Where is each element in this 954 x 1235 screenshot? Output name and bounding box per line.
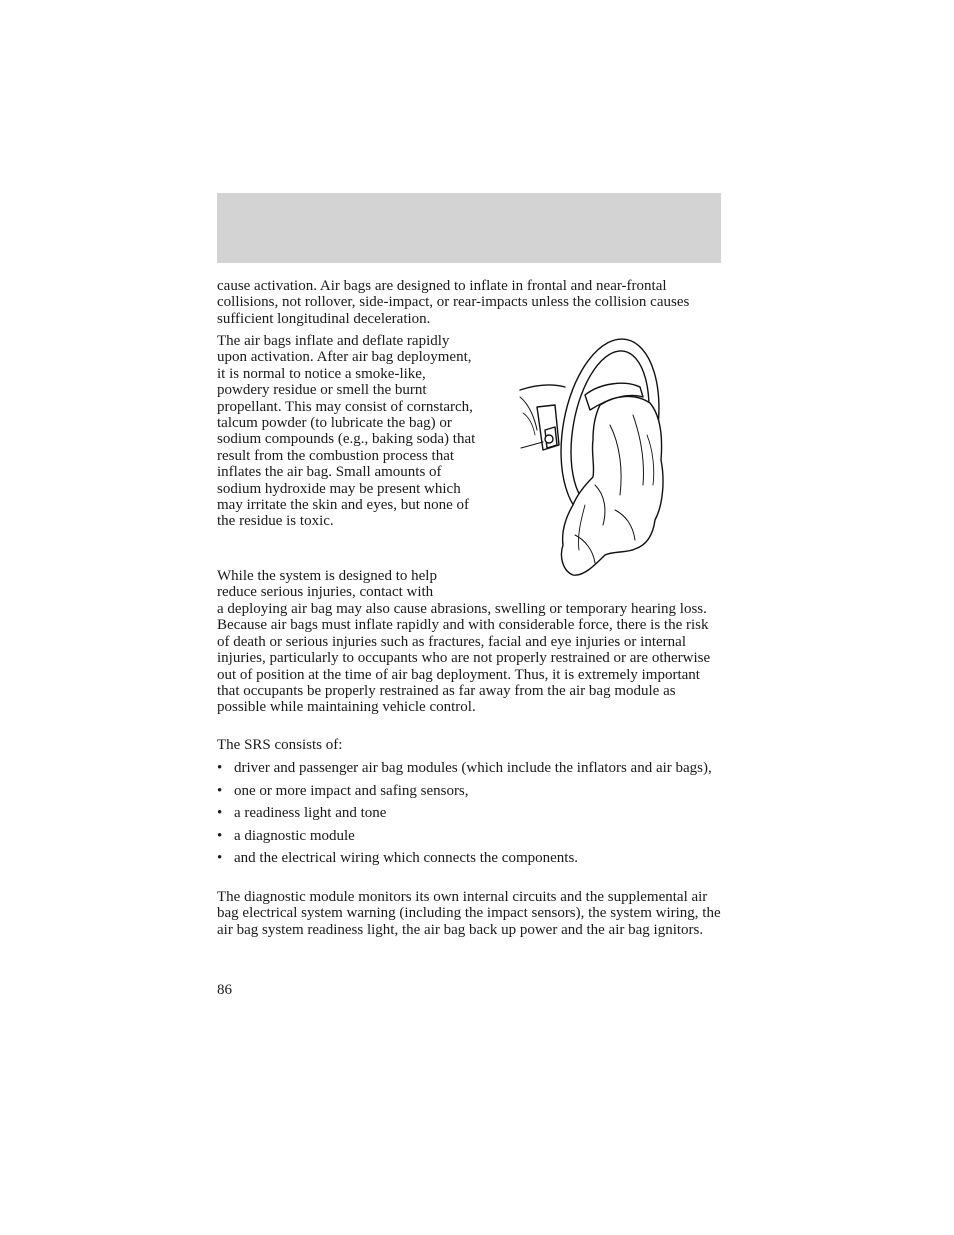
paragraph-injuries-rest: a deploying air bag may also cause abrasions, swelling or temporary hearing loss. Because air bags must inflate rapidly and with considerable force, there is the risk of death or serious injuries such as fractures, facial and eye injuries or internal injuries, particularly to occupants who are not properly restrained or are otherwise out of position at the time of air bag deployment. Thus, it is extremely important that occupants be properly restrained as far away from the air bag module as possible while maintaining vehicle control. [217,601,711,716]
list-item-text: and the electrical wiring which connects the components. [234,850,579,867]
paragraph-diagnostic-module: The diagnostic module monitors its own internal circuits and the supplemental air bag electrical system warning (including the impact sensors), the system wiring, the air bag system readiness light, the air bag back up power and the air bag ignitors. [217,889,721,938]
list-item [217,850,723,866]
bullet-dot: • [217,827,223,844]
paragraph-srs-intro: The SRS consists of: [217,737,343,753]
list-item [217,805,723,821]
page-number: 86 [217,982,232,998]
bullet-dot: • [217,805,223,822]
bullet-dot: • [217,782,223,799]
bullet-dot: • [217,850,223,867]
srs-components-list [217,760,723,873]
list-item [217,760,723,776]
paragraph-activation: cause activation. Air bags are designed to inflate in frontal and near-frontal collisions, not rollover, side-impact, or rear-impacts unless the collision causes sufficient longitudinal deceleration. [217,278,690,327]
bullet-dot: • [217,760,223,776]
list-item [217,783,723,799]
paragraph-inflate-deflate: The air bags inflate and deflate rapidly upon activation. After air bag deployment, it is normal to notice a smoke-like, powdery residue or smell the burnt propellant. This may consist of cornstarch, talcum powder (to lubricate the bag) or sodium compounds (e.g., baking soda) that result from the combustion process that inflates the air bag. Small amounts of sodium hydroxide may be present which may irritate the skin and eyes, but none of the residue is toxic. [217,333,476,530]
list-item-text: a readiness light and tone [234,805,387,822]
list-item-text: driver and passenger air bag modules (which include the inflators and air bags), [234,760,712,776]
list-item-text: one or more impact and safing sensors, [234,782,469,799]
paragraph-injuries-start: While the system is designed to help reduce serious injuries, contact with [217,568,437,601]
section-header-band [217,193,721,263]
deployed-airbag-steering-wheel-icon [515,335,670,580]
list-item [217,828,723,844]
list-item-text: a diagnostic module [234,827,355,844]
